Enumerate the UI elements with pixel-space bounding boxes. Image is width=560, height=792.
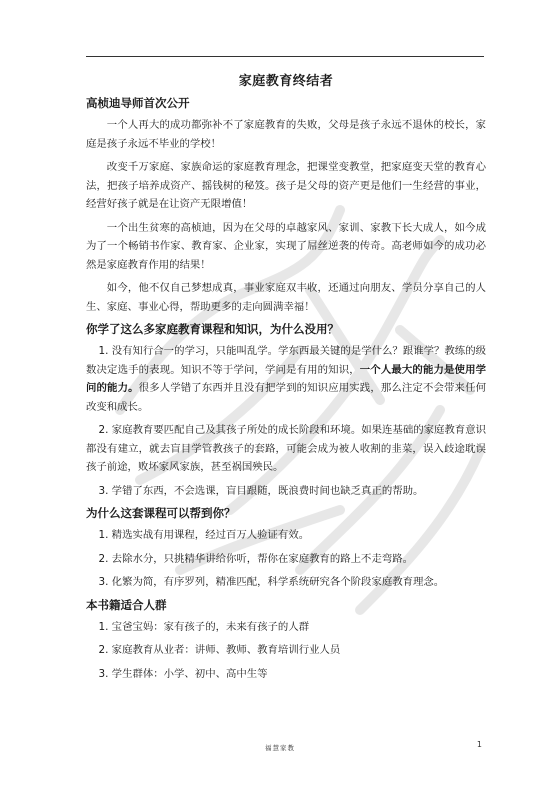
section1-item-1 xyxy=(86,342,486,416)
section-heading-why-helpful: 为什么这套课程可以帮到你？ xyxy=(86,506,236,520)
section1-item-1-text-b: 很多人学错了东西并且没有把学到的知识应用实践，那么注定不会带来任何改变和成长。 xyxy=(86,382,487,413)
header-rule xyxy=(86,56,484,57)
intro-paragraph-1: 一个人再大的成功都弥补不了家庭教育的失败，父母是孩子永远不退休的校长，家庭是孩子永远不毕业的学校！ xyxy=(86,119,486,150)
section3-item-1: 1. 宝爸宝妈：家有孩子的，未来有孩子的人群 xyxy=(98,620,310,633)
section2-item-3: 3. 化繁为简，有序罗列，精准匹配，科学系统研究各个阶段家庭教育理念。 xyxy=(98,576,445,588)
intro-paragraph-4: 如今，他不仅自己梦想成真，事业家庭双丰收，还通过向朋友、学员分享自己的人生、家庭、事业心得，帮助更多的走向圆满幸福！ xyxy=(86,282,486,313)
section3-item-3: 3. 学生群体：小学、初中、高中生等 xyxy=(98,667,268,680)
section1-item-1-bold: 一个人最大的能力是使用学问的能力。 xyxy=(86,363,487,394)
section2-item-2: 2. 去除水分，只挑精华讲给你听，帮你在家庭教育的路上不走弯路。 xyxy=(98,552,414,565)
section1-item-1-text-a: 1. 没有知行合一的学习，只能叫乱学。学东西最关键的是学什么？跟谁学？教练的级数决定选手的表现。知识不等于学问，学问是有用的知识， xyxy=(86,345,486,376)
page-number: 1 xyxy=(476,740,482,749)
intro-paragraph-2: 改变千万家庭、家族命运的家庭教育理念，把课堂变教堂，把家庭变天堂的教育心法，把孩子培养成资产、摇钱树的秘笈。孩子是父母的资产更是他们一生经营的事业，经营好孩子就是在让资产无限增值！ xyxy=(86,161,486,210)
section1-item-3: 3. 学错了东西，不会选课，盲目跟随，既浪费时间也缺乏真正的帮助。 xyxy=(98,484,424,497)
section3-item-2: 2. 家庭教育从业者：讲师、教师、教育培训行业人员 xyxy=(98,644,341,656)
section2-item-1: 1. 精选实战有用课程，经过百万人验证有效。 xyxy=(98,529,310,541)
section-heading-why-useless: 你学了这么多家庭教育课程和知识，为什么没用？ xyxy=(86,322,339,336)
section-heading-audience: 本书籍适合人群 xyxy=(86,597,167,612)
section1-item-2: 2. 家庭教育要匹配自己及其孩子所处的成长阶段和环境。如果连基础的家庭教育意识都没有建立，就去盲目学管教孩子的套路，可能会成为被人收割的韭菜，误入歧途耽误孩子前途，败坏家风家族，甚至祸国殃民。 xyxy=(86,424,486,473)
document-subtitle: 高桢迪导师首次公开 xyxy=(86,96,190,110)
document-body xyxy=(86,64,486,688)
intro-paragraph-3: 一个出生贫寒的高桢迪，因为在父母的卓越家风、家训、家教下长大成人，如今成为了一个畅销书作家、教育家、企业家，实现了屌丝逆袭的传奇。高老师如今的成功必然是家庭教育作用的结果！ xyxy=(86,221,486,271)
document-title: 家庭教育终结者 xyxy=(238,74,334,89)
footer-label: 福慧家教 xyxy=(265,744,295,752)
